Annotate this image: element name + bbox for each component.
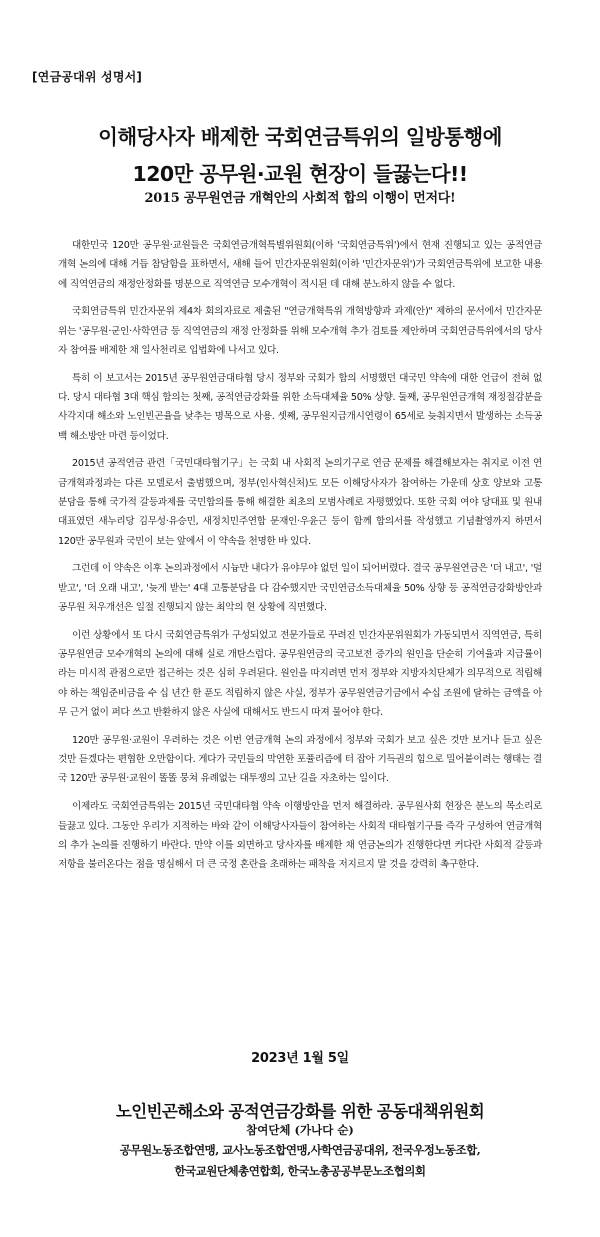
body-paragraph: 대한민국 120만 공무원·교원들은 국회연금개혁특별위원회(이하 '국회연금특위')에서 현재 진행되고 있는 공적연금 개혁 논의에 대해 거듭 참담함을 표하면서, 새해 들어 민간자문위원회(이하 '민간자문위')가 국회연금특위에 보고한 내용에 직역연금의 재정안정화를 명분으로 직역연금 모수개혁이 적시된 데 대해 분노하지 않을 수 없다. xyxy=(58,240,542,290)
body-paragraph: 2015년 공적연금 관련「국민대타협기구」는 국회 내 사회적 논의기구로 연금 문제를 해결해보자는 취지로 이전 연금개혁과정과는 다른 모델로서 출범했으며, 정부(인사혁신처)도 모든 이해당사자가 참여하는 가운데 상호 양보와 고통 분담을 통해 국가적 갈등과제를 국민합의를 통해 해결한 최초의 모범사례로 자평했었다. 또한 국회 여야 당대표 및 원내대표였던 새누리당 김무성·유승민, 새정치민주연합 문재인·우윤근 등이 함께 합의서를 작성했고 기념촬영까지 하면서 120만 공무원과 국민이 보는 앞에서 이 약속을 천명한 바 있다. xyxy=(58,458,542,547)
body-paragraph: 국회연금특위 민간자문위 제4차 회의자료로 제출된 "연금개혁특위 개혁방향과 과제(안)" 제하의 문서에서 민간자문위는 '공무원·군인·사학연금 등 직역연금의 재정 안정화를 위해 모수개혁 추가 검토를 제안하며 국회연금특위에서의 당사자 참여를 배제한 채 일사천리로 입법화에 나서고 있다. xyxy=(58,306,542,356)
members-label: 참여단체 (가나다 순) xyxy=(246,1123,354,1137)
body-paragraph: 그런데 이 약속은 이후 논의과정에서 시늉만 내다가 유야무야 없던 일이 되어버렸다. 결국 공무원연금은 '더 내고', '덜 받고', '더 오래 내고', '늦게 받는' 4대 고통분담을 다 감수했지만 국민연금소득대체율 50% 상향 등 공적연금강화방안과 공무원 처우개선은 일절 진행되지 않는 최악의 현 상황에 직면했다. xyxy=(58,563,542,614)
subtitle: 2015 공무원연금 개혁안의 사회적 합의 이행이 먼저다! xyxy=(144,191,456,206)
statement-body xyxy=(58,236,542,883)
member-organizations-line-1: 공무원노동조합연맹, 교사노동조합연맹,사학연금공대위, 전국우정노동조합, xyxy=(119,1143,481,1157)
statement-date: 2023년 1월 5일 xyxy=(251,1051,349,1066)
body-paragraph: 특히 이 보고서는 2015년 공무원연금대타협 당시 정부와 국회가 합의 서명했던 대국민 약속에 대한 언급이 전혀 없다. 당시 대타협 3대 핵심 합의는 첫째, 공적연금강화를 위한 소득대체율 50% 상향. 둘째, 공무원연금개혁 재정절감분을 사각지대 해소와 노인빈곤율을 낮추는 명목으로 사용. 셋째, 공무원지급개시연령이 65세로 늦춰지면서 발생하는 소득공백 해소방안 마련 등이었다. xyxy=(58,372,542,442)
title-line-2: 120만 공무원·교원 현장이 들끓는다!! xyxy=(132,162,468,186)
issuing-organization: 노인빈곤해소와 공적연금강화를 위한 공동대책위원회 xyxy=(115,1102,485,1121)
title-line-1: 이해당사자 배제한 국회연금특위의 일방통행에 xyxy=(98,125,502,149)
body-paragraph: 이런 상황에서 또 다시 국회연금특위가 구성되었고 전문가들로 꾸려진 민간자문위원회가 가동되면서 직역연금, 특히 공무원연금 모수개혁의 논의에 대해 실로 개탄스럽다. 공무원연금의 국고보전 증가의 원인을 단순히 기여율과 지급률이라는 미시적 관점으로만 접근하는 것은 심히 우려된다. 원인을 따지려면 먼저 정부와 지방자치단체가 의무적으로 적립해야 하는 책임준비금을 수 십 년간 한 푼도 적립하지 않은 사실, 정부가 공무원연금기금에서 수십 조원에 달하는 금액을 아무 근거 없이 퍼다 쓰고 반환하지 않은 사실에 대해서도 반드시 따져 물어야 한다. xyxy=(58,629,542,719)
member-organizations-line-2: 한국교원단체총연합회, 한국노총공공부문노조협의회 xyxy=(174,1164,426,1178)
document-tag: [연금공대위 성명서] xyxy=(32,70,143,84)
body-paragraph: 이제라도 국회연금특위는 2015년 국민대타협 약속 이행방안을 먼저 해결하라. 공무원사회 현장은 분노의 목소리로 들끓고 있다. 그동안 우리가 지적하는 바와 같이 이해당사자들이 참여하는 사회적 대타협기구를 즉각 구성하여 연금개혁의 추가 논의를 진행하기 바란다. 만약 이를 외면하고 당사자를 배제한 채 연금논의가 진행한다면 커다란 사회적 갈등과 저항을 불러온다는 점을 명심해서 더 큰 국정 혼란을 초래하는 패착을 저지르지 말 것을 강력히 촉구한다. xyxy=(58,801,542,871)
body-paragraph: 120만 공무원·교원이 우려하는 것은 이번 연금개혁 논의 과정에서 정부와 국회가 보고 싶은 것만 보거나 듣고 싶은 것만 듣겠다는 편협한 오만함이다. 게다가 국민들의 막연한 포퓰리즘에 터 잡아 기득권의 힘으로 밀어붙이려는 행태는 결국 120만 공무원·교원이 똘똘 뭉쳐 유례없는 대투쟁의 고난 길을 자초하는 일이다. xyxy=(58,734,542,785)
